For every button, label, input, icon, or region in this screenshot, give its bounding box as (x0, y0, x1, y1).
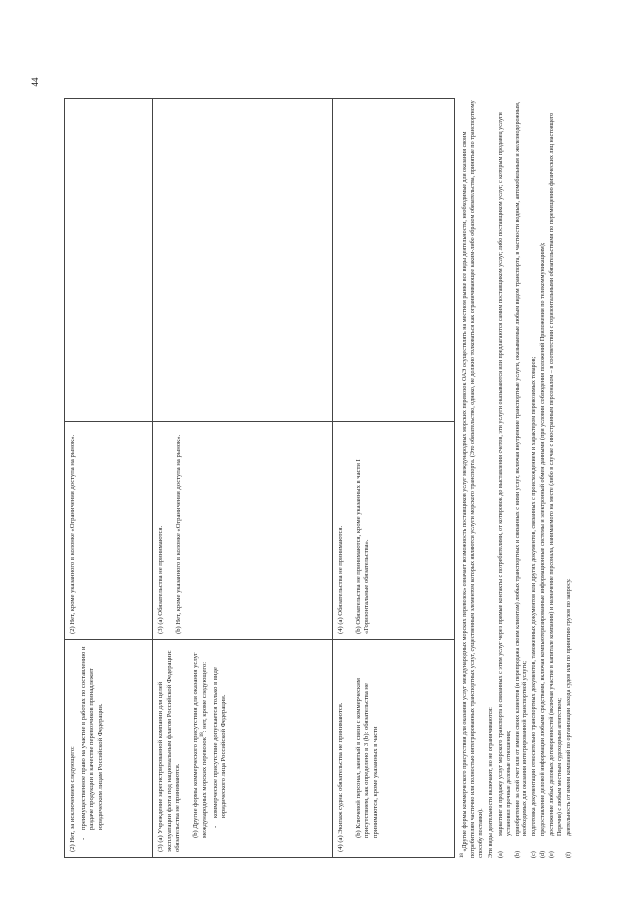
cell-text: (2) Нет, кроме указанного в колонке «Ограничения доступа на рынок». (69, 434, 76, 634)
item-text: достижение любых деловых договоренностей (включая участие в капитале компании) и назначение персонала, нанимаемого на месте (либо в случае с иностранным персоналом – в соответствии с горизонтальными обязательствами по перемещению физических лиц настоящего Перечня) с любым местным судоходным агентством; (549, 112, 564, 836)
cell-text: (4) (a) Обязательства не принимаются. (337, 525, 344, 634)
cell-text-tail: : нет, кроме следующего: (200, 661, 208, 733)
cell-text (192, 645, 209, 838)
footnote-list-item (549, 98, 565, 858)
bullet-item: - коммерческое присутствие допускается только в виде юридического лица Российской Федерации. (212, 645, 229, 838)
item-text: приобретение за свой счет или от имени своих клиентов (и перепродажа своим клиентам) любых транспортных и связанных с ними услуг, включая внутренние транспортные услуги, оказываемые любым видом транспорта, в частности водным, автомобильным и железнодорожным, необходимых для оказания интегрированной транспортной услуги; (514, 101, 529, 836)
cell-text: (3) (a) Учреждение зарегистрированной компании для целей эксплуатации флота под национальным флагом Российской Федерации: обязательства не принимаются. (157, 650, 182, 852)
item-text: подготовка документации относительно транспортных документов, таможенных документов или других документов, связанных с происхождением и характером перевозимых товаров; (531, 356, 538, 836)
item-label: (e) (549, 851, 556, 858)
footnote-list-item (498, 98, 514, 858)
bullet-item: - преимущественное право на участие в работах по составлению и раздаче продукции в качестве перевозчиков принадлежит юридическим лицам Российской Федерации. (80, 645, 106, 852)
footnote-list-item (531, 98, 539, 858)
cell-text: (b) Нет, кроме указанного в колонке «Ограничения доступа на рынок». (174, 434, 182, 634)
additional-commitments-cell (153, 99, 333, 422)
item-text: предоставление деловой информации любыми средствами, включая компьютеризированные информационные системы и электронный обмен данными (при условии соблюдения положений Приложения по телекоммуникациям); (540, 242, 547, 836)
sub-block (192, 645, 229, 852)
item-label: (d) (540, 850, 547, 858)
footnote (459, 98, 486, 858)
additional-commitments-cell (333, 99, 455, 422)
commitments-table (64, 98, 455, 858)
item-text: маркетинг и продажу услуг морского транспорта и связанных с этим услуг через прямые контакты с потребителями, от котировок до выставления счетов, эти услуги оказываются или предлагаются самим поставщиком услуг, либо поставщиком услуг, с которым продавец услуги установил прочные деловые отношения; (497, 112, 512, 836)
national-treatment-cell (333, 422, 455, 640)
footnote-list-item (566, 98, 574, 858)
cell-text: (b) Обязательства не принимаются, кроме указанных в части I «Горизонтальные обязательства». (354, 459, 371, 634)
cell-text-lead: (b) Другие формы коммерческого присутствия для оказания услуг международных морских перевозок (192, 652, 208, 838)
national-treatment-cell (65, 422, 153, 640)
table-row (65, 99, 153, 858)
national-treatment-cell (153, 422, 333, 640)
footnote-list-item (540, 98, 548, 858)
cell-text: (b) Ключевой персонал, занятый в связи с коммерческим присутствием, как определено в 3 (b): обязательства не принимаются, кроме указанных в части (354, 678, 380, 838)
item-text: деятельность от имени компаний по организации захода судов или по принятию грузов по запросу. (566, 578, 573, 836)
table-row (333, 99, 455, 858)
footnote-marker: 18 (459, 853, 465, 858)
market-access-cell (333, 640, 455, 858)
footnotes (459, 98, 575, 858)
item-label: (f) (566, 851, 573, 858)
item-label: (a) (497, 851, 504, 858)
footnote-list-item (515, 98, 531, 858)
footnote-ref: 18 (199, 732, 205, 738)
cell-text: (3) (a) Обязательства не принимаются. (157, 525, 164, 634)
item-label: (c) (531, 851, 538, 858)
page-number: 44 (30, 77, 40, 87)
market-access-cell (65, 640, 153, 858)
item-label: (b) (514, 850, 521, 858)
additional-commitments-cell (65, 99, 153, 422)
cell-text: (2) Нет, за исключением следующего: (69, 746, 76, 852)
table-row (153, 99, 333, 858)
footnote-intro: Эти виды деятельности включают, но не ограничиваются: (487, 707, 494, 858)
cell-text: (4) (a) Экипаж судна: обязательства не принимаются. (337, 702, 344, 852)
rotated-page-content (64, 98, 574, 858)
footnote-text: «Другие формы коммерческого присутствия для оказания услуг международных морских перевозок» означает возможность поставщиков услуг международных морских перевозок ОАЭ осуществлять на местном рынке все виды деятельности, необходимые для оказания своим потребителям частично или полностью интегрированных транспортных услуг, существенным элементом которых являются услуги морского транспорта. (Это обязательство, однако, не должно толковаться как ограничивающее каким-либо образом обязательства, принятые по транспортному способу поставки). (462, 100, 484, 858)
market-access-cell (153, 640, 333, 858)
